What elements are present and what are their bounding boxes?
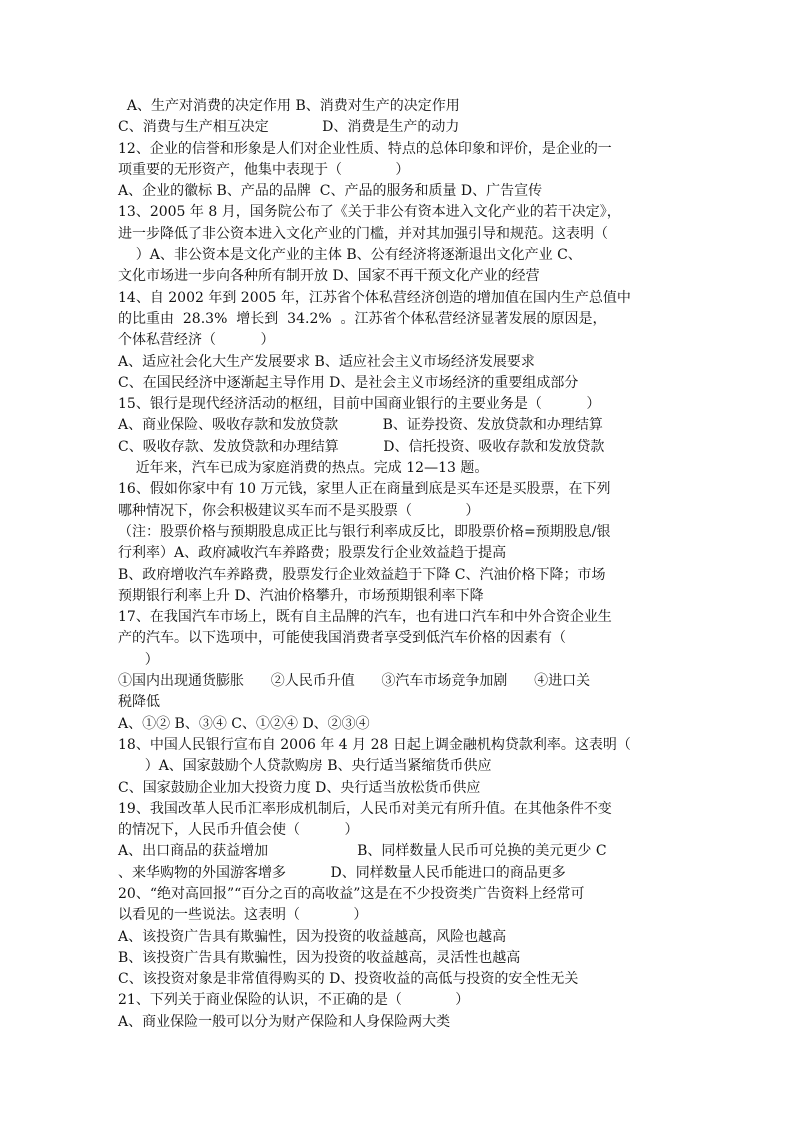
text-line: C、消费与生产相互决定 D、消费是生产的动力	[118, 119, 460, 136]
text-line: 15、银行是现代经济活动的枢纽，目前中国商业银行的主要业务是（ ）	[118, 396, 601, 413]
text-line: ）A、国家鼓励个人贷款购房 B、央行适当紧缩货币供应	[118, 758, 492, 775]
text-line: 20、“绝对高回报”“百分之百的高收益”这是在不少投资类广告资料上经常可	[118, 885, 585, 902]
text-line: （注：股票价格与预期股息成正比与银行利率成反比，即股票价格=预期股息/银	[118, 523, 611, 540]
text-line: 个体私营经济（ ）	[118, 332, 275, 349]
text-line: 12、企业的信誉和形象是人们对企业性质、特点的总体印象和评价，是企业的一	[118, 140, 612, 157]
text-line: 17、在我国汽车市场上，既有自主品牌的汽车，也有进口汽车和中外合资企业生	[118, 609, 612, 626]
text-line: 13、2005 年 8 月，国务院公布了《关于非公有资本进入文化产业的若干决定》，	[118, 204, 621, 221]
text-line: B、该投资广告具有欺骗性，因为投资的收益越高，灵活性也越高	[118, 949, 521, 966]
text-line: C、在国民经济中逐渐起主导作用 D、是社会主义市场经济的重要组成部分	[118, 374, 579, 391]
text-line: 14、自 2002 年到 2005 年，江苏省个体私营经济创造的增加值在国内生产总值中	[118, 289, 631, 306]
text-line: B、政府增收汽车养路费，股票发行企业效益趋于下降 C、汽油价格下降；市场	[118, 566, 606, 583]
text-line: 以看见的一些说法。这表明（ ）	[118, 907, 368, 924]
text-line: 16、假如你家中有 10 万元钱，家里人正在商量到底是买车还是买股票，在下列	[118, 481, 611, 498]
text-line: A、生产对消费的决定作用 B、消费对生产的决定作用	[118, 98, 460, 114]
text-line: 的比重由 28.3% 增长到 34.2% 。江苏省个体私营经济显著发展的原因是，	[118, 310, 607, 327]
question-text-block	[118, 96, 678, 1033]
text-line: ）A、非公资本是文化产业的主体 B、公有经济将逐渐退出文化产业 C、	[118, 247, 582, 264]
text-line: 产的汽车。以下选项中，可能使我国消费者享受到低汽车价格的因素有（	[118, 630, 566, 647]
text-line: A、该投资广告具有欺骗性，因为投资的收益越高，风险也越高	[118, 928, 507, 945]
text-line: 的情况下，人民币升值会使（ ）	[118, 822, 359, 839]
text-line: A、企业的徽标 B、产品的品牌 C、产品的服务和质量 D、广告宣传	[118, 183, 543, 200]
text-line: 哪种情况下，你会积极建议买车而不是买股票（ ）	[118, 502, 480, 519]
text-line: 文化市场进一步向各种所有制开放 D、国家不再干预文化产业的经营	[118, 268, 540, 285]
text-line: A、①② B、③④ C、①②④ D、②③④	[118, 715, 370, 732]
text-line: 18、中国人民银行宣布自 2006 年 4 月 28 日起上调金融机构贷款利率。这表明（	[118, 736, 631, 753]
text-line: 行利率）A、政府减收汽车养路费；股票发行企业效益趋于提高	[118, 545, 507, 562]
text-line: A、出口商品的获益增加 B、同样数量人民币可兑换的美元更少 C	[118, 843, 607, 860]
text-line: 项重要的无形资产，他集中表现于（ ）	[118, 161, 410, 178]
text-line: 、来华购物的外国游客增多 D、同样数量人民币能进口的商品更多	[118, 864, 566, 881]
text-line: 预期银行利率上升 D、汽油价格攀升，市场预期银利率下降	[118, 587, 484, 604]
text-line: 税降低	[118, 694, 160, 711]
text-line: A、商业保险一般可以分为财产保险和人身保险两大类	[118, 1013, 451, 1030]
text-line: C、吸收存款、发放贷款和办理结算 D、信托投资、吸收存款和发放贷款	[118, 438, 605, 455]
text-line: A、商业保险、吸收存款和发放贷款 B、证券投资、发放贷款和办理结算	[118, 417, 603, 434]
text-line: C、国家鼓励企业加大投资力度 D、央行适当放松货币供应	[118, 779, 481, 796]
text-line: 21、下列关于商业保险的认识，不正确的是（ ）	[118, 992, 470, 1009]
text-line: 近年来，汽车已成为家庭消费的热点。完成 12—13 题。	[118, 460, 489, 477]
text-line: C、该投资对象是非常值得购买的 D、投资收益的高低与投资的安全性无关	[118, 971, 579, 988]
text-line: A、适应社会化大生产发展要求 B、适应社会主义市场经济发展要求	[118, 353, 535, 370]
text-line: 19、我国改革人民币汇率形成机制后，人民币对美元有所升值。在其他条件不变	[118, 800, 612, 817]
text-line: ）	[118, 651, 159, 668]
text-line: ①国内出现通货膨胀 ②人民币升值 ③汽车市场竞争加剧 ④进口关	[118, 673, 591, 690]
text-line: 进一步降低了非公资本进入文化产业的门槛，并对其加强引导和规范。这表明（	[118, 225, 608, 242]
